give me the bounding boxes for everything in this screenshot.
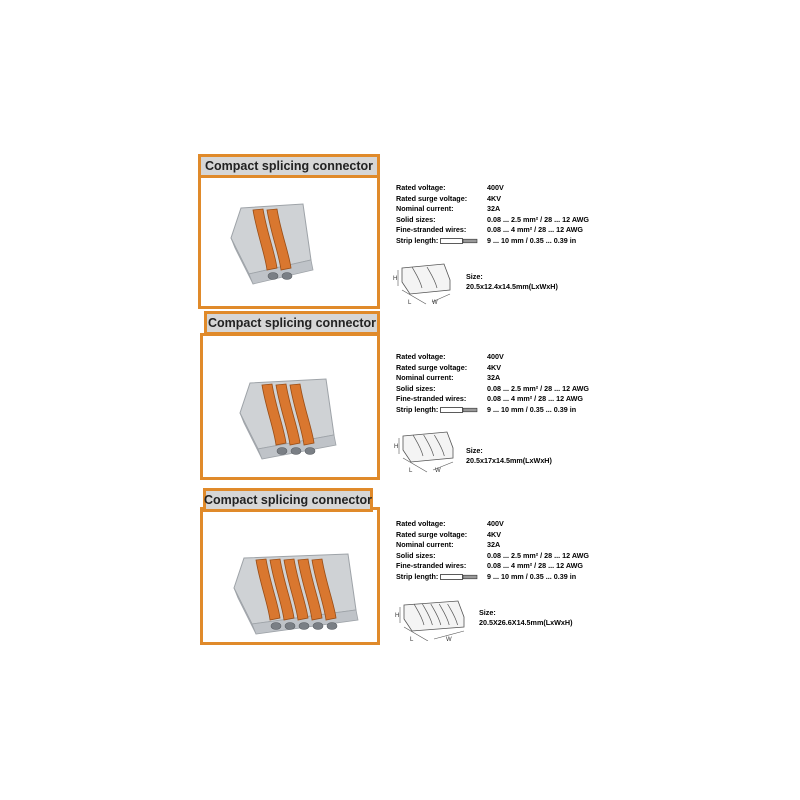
spec-row-rated-voltage: [396, 352, 589, 363]
wire-hole: [299, 623, 309, 630]
connector-photo-1: [225, 190, 355, 290]
spec-label: Rated voltage:: [396, 352, 446, 361]
spec-label: Solid sizes:: [396, 550, 436, 560]
spec-value: 9 ... 10 mm / 0.35 ... 0.39 in: [487, 571, 577, 581]
spec-row-surge: [396, 530, 589, 541]
spec-row-strip: [396, 236, 589, 247]
length-label: L: [408, 300, 412, 306]
spec-row-fine: [396, 225, 589, 236]
width-label: W: [432, 300, 438, 306]
spec-value: 400V: [487, 519, 504, 528]
dimension-diagram-3: [394, 597, 476, 641]
spec-row-solid: [396, 215, 589, 226]
spec-value: 32A: [487, 540, 501, 549]
length-label: L: [409, 468, 413, 474]
spec-value: 32A: [487, 373, 501, 382]
dimension-diagram-2: [393, 428, 465, 478]
wire-hole: [313, 623, 323, 630]
wire-hole: [271, 623, 281, 630]
spec-label: Nominal current:: [396, 540, 454, 549]
stripped-wire-icon: [440, 574, 478, 580]
connector-photo-2: [234, 365, 364, 465]
size-value: 20.5x12.4x14.5mm(LxWxH): [466, 282, 558, 291]
spec-label: Nominal current:: [396, 373, 454, 382]
spec-label: Rated surge voltage:: [396, 193, 468, 203]
spec-row-current: [396, 204, 589, 215]
strip-length-label: Strip length:: [396, 571, 439, 581]
height-label: H: [395, 613, 400, 619]
spec-label: [396, 572, 487, 583]
specs-table-2: [396, 352, 589, 415]
spec-value: 400V: [487, 352, 504, 361]
spec-label: Rated voltage:: [396, 183, 446, 192]
wire-hole: [282, 273, 292, 280]
stripped-wire-icon: [440, 407, 478, 413]
size-block-1: [466, 272, 558, 292]
spec-row-current: [396, 540, 589, 551]
size-label: Size:: [466, 272, 483, 281]
wire-hole: [291, 448, 301, 455]
spec-value: 4KV: [487, 193, 501, 203]
dimension-diagram-1: [392, 260, 462, 308]
specs-table-1: [396, 183, 589, 246]
spec-value: 0.08 ... 2.5 mm² / 28 ... 12 AWG: [487, 214, 589, 224]
spec-label: Rated surge voltage:: [396, 362, 468, 372]
connector-outline: [404, 601, 464, 631]
wire-hole: [285, 623, 295, 630]
spec-value: 4KV: [487, 529, 501, 539]
product-title-2: Compact splicing connector: [204, 311, 380, 335]
connector-outline: [403, 432, 453, 462]
width-label: W: [435, 468, 441, 474]
spec-row-fine: [396, 394, 589, 405]
spec-row-rated-voltage: [396, 183, 589, 194]
length-label: L: [410, 637, 414, 641]
specs-table-3: [396, 519, 589, 582]
spec-row-solid: [396, 384, 589, 395]
spec-row-current: [396, 373, 589, 384]
strip-length-label: Strip length:: [396, 404, 439, 414]
size-block-2: [466, 446, 552, 466]
spec-value: 4KV: [487, 362, 501, 372]
size-block-3: [479, 608, 572, 628]
spec-value: 0.08 ... 2.5 mm² / 28 ... 12 AWG: [487, 550, 589, 560]
product-title-3: Compact splicing connector: [203, 488, 373, 512]
strip-length-label: Strip length:: [396, 235, 439, 245]
spec-label: [396, 236, 487, 247]
stripped-wire-icon: [440, 238, 478, 244]
wire-hole: [277, 448, 287, 455]
spec-value: 0.08 ... 4 mm² / 28 ... 12 AWG: [487, 561, 584, 570]
wire-hole: [305, 448, 315, 455]
spec-row-surge: [396, 363, 589, 374]
spec-value: 0.08 ... 4 mm² / 28 ... 12 AWG: [487, 394, 584, 403]
size-label: Size:: [479, 608, 496, 617]
width-label: W: [446, 637, 452, 641]
spec-label: Nominal current:: [396, 204, 454, 213]
spec-label: Fine-stranded wires:: [396, 225, 467, 234]
spec-value: 9 ... 10 mm / 0.35 ... 0.39 in: [487, 404, 577, 414]
spec-row-strip: [396, 572, 589, 583]
connector-outline: [402, 264, 450, 294]
height-label: H: [393, 276, 398, 282]
spec-label: [396, 405, 487, 416]
spec-row-rated-voltage: [396, 519, 589, 530]
spec-label: Solid sizes:: [396, 214, 436, 224]
size-value: 20.5x17x14.5mm(LxWxH): [466, 456, 552, 465]
spec-value: 9 ... 10 mm / 0.35 ... 0.39 in: [487, 235, 577, 245]
wire-hole: [268, 273, 278, 280]
spec-value: 400V: [487, 183, 504, 192]
spec-row-strip: [396, 405, 589, 416]
wire-hole: [327, 623, 337, 630]
height-label: H: [394, 444, 399, 450]
spec-label: Fine-stranded wires:: [396, 394, 467, 403]
product-title-1: Compact splicing connector: [198, 154, 380, 178]
size-label: Size:: [466, 446, 483, 455]
spec-row-fine: [396, 561, 589, 572]
size-value: 20.5X26.6X14.5mm(LxWxH): [479, 618, 573, 627]
spec-row-surge: [396, 194, 589, 205]
spec-value: 32A: [487, 204, 501, 213]
spec-row-solid: [396, 551, 589, 562]
spec-value: 0.08 ... 4 mm² / 28 ... 12 AWG: [487, 225, 584, 234]
spec-label: Solid sizes:: [396, 383, 436, 393]
spec-label: Fine-stranded wires:: [396, 561, 467, 570]
spec-value: 0.08 ... 2.5 mm² / 28 ... 12 AWG: [487, 383, 589, 393]
connector-photo-3: [228, 540, 360, 635]
spec-label: Rated surge voltage:: [396, 529, 468, 539]
spec-label: Rated voltage:: [396, 519, 446, 528]
